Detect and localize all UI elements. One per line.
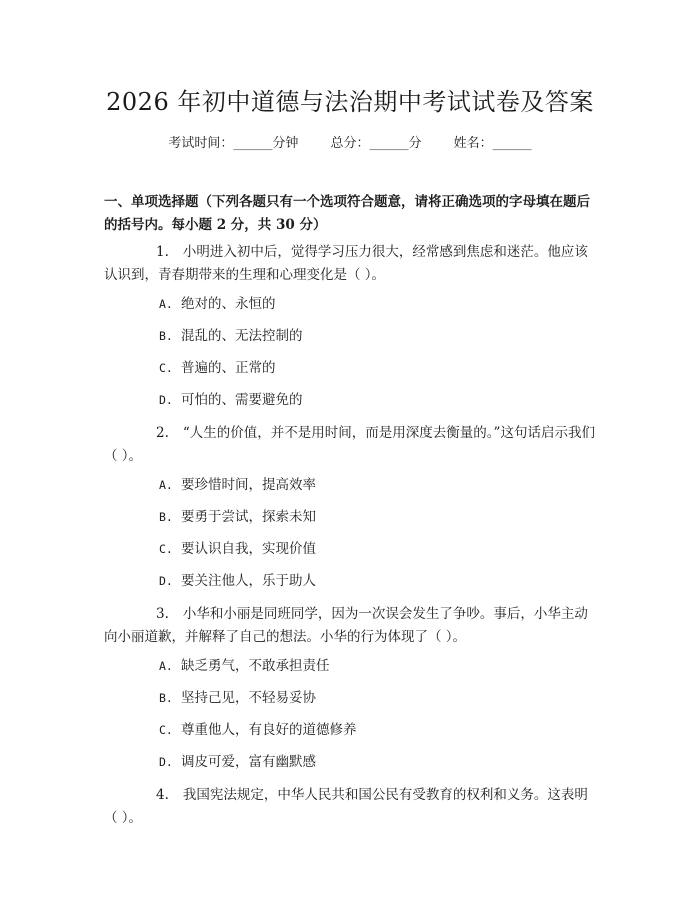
option-text: 普遍的、正常的	[181, 360, 276, 376]
exam-time-field: 考试时间：______分钟	[168, 136, 299, 151]
question-1	[104, 241, 596, 287]
question-number: 3.	[156, 606, 169, 622]
q1-option-a	[159, 294, 579, 314]
option-letter: D.	[159, 574, 173, 588]
option-letter: D.	[159, 755, 173, 769]
option-text: 坚持己见，不轻易妥协	[181, 690, 316, 706]
option-text: 调皮可爱，富有幽默感	[181, 754, 316, 770]
option-letter: A.	[159, 297, 173, 311]
total-score-field: 总分：______分	[330, 136, 422, 151]
question-number: 2.	[156, 425, 169, 441]
option-text: 尊重他人，有良好的道德修养	[181, 722, 357, 738]
option-letter: B.	[159, 691, 173, 705]
option-letter: B.	[159, 510, 173, 524]
q1-option-b	[159, 326, 579, 346]
option-text: 可怕的、需要避免的	[181, 392, 303, 408]
option-text: 要勇于尝试，探索未知	[181, 509, 316, 525]
question-number: 1.	[156, 244, 169, 260]
q3-option-b	[159, 688, 579, 708]
option-letter: D.	[159, 393, 173, 407]
option-text: 要认识自我，实现价值	[181, 541, 316, 557]
question-4	[104, 784, 596, 830]
q2-option-c	[159, 539, 579, 559]
q2-option-a	[159, 475, 579, 495]
question-2	[104, 422, 596, 468]
question-text: “人生的价值，并不是用时间，而是用深度去衡量的。”这句话启示我们（ ）。	[104, 425, 595, 464]
q1-option-d	[159, 390, 579, 410]
option-letter: C.	[159, 361, 173, 375]
q3-option-c	[159, 720, 579, 740]
option-letter: B.	[159, 329, 173, 343]
student-name-field: 姓名：______	[453, 136, 532, 151]
page-title: 2026 年初中道德与法治期中考试试卷及答案	[106, 88, 594, 116]
option-letter: C.	[159, 723, 173, 737]
option-text: 绝对的、永恒的	[181, 296, 276, 312]
option-text: 要珍惜时间，提高效率	[181, 477, 316, 493]
question-text: 小华和小丽是同班同学，因为一次误会发生了争吵。事后，小华主动向小丽道歉，并解释了自己的想法。小华的行为体现了（ ）。	[104, 606, 588, 645]
option-text: 混乱的、无法控制的	[181, 328, 303, 344]
section-heading: 一、单项选择题（下列各题只有一个选项符合题意，请将正确选项的字母填在题后的括号内。每小题 2 分，共 30 分）	[104, 194, 590, 233]
option-letter: A.	[159, 659, 173, 673]
exam-info-row	[0, 132, 700, 151]
option-letter: A.	[159, 478, 173, 492]
q1-option-c	[159, 358, 579, 378]
question-text: 小明进入初中后，觉得学习压力很大，经常感到焦虑和迷茫。他应该认识到，青春期带来的生理和心理变化是（ ）。	[104, 244, 588, 283]
option-text: 要关注他人，乐于助人	[181, 573, 316, 589]
q2-option-d	[159, 571, 579, 591]
q2-option-b	[159, 507, 579, 527]
option-text: 缺乏勇气，不敢承担责任	[181, 658, 330, 674]
option-letter: C.	[159, 542, 173, 556]
q3-option-d	[159, 752, 579, 772]
question-number: 4.	[156, 787, 169, 803]
q3-option-a	[159, 656, 579, 676]
question-text: 我国宪法规定，中华人民共和国公民有受教育的权利和义务。这表明（ ）。	[104, 787, 588, 826]
question-3	[104, 603, 596, 649]
